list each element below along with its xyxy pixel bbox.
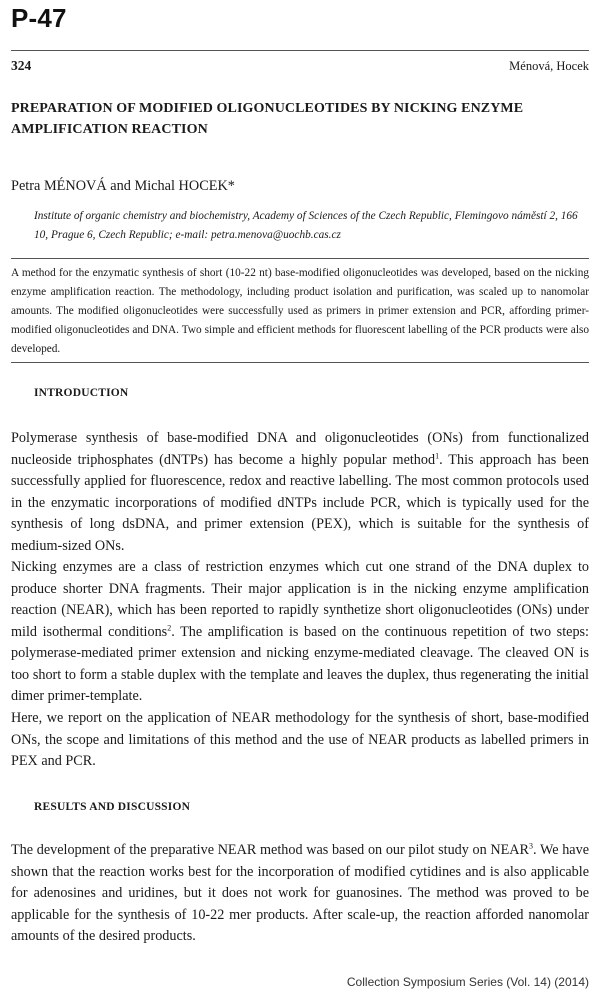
article-title: PREPARATION OF MODIFIED OLIGONUCLEOTIDES BY NICKING ENZYME AMPLIFICATION REACTION xyxy=(11,101,524,137)
author-list: Petra MÉNOVÁ and Michal HOCEK* xyxy=(11,178,235,194)
author-affiliation: Institute of organic chemistry and biochemistry, Academy of Sciences of the Czech Republic, Flemingovo náměstí 2, 166 10, Prague 6, Czech Republic; e-mail: petra.menova@uochb.cas.cz xyxy=(34,210,578,241)
introduction-paragraph-2 xyxy=(11,557,589,708)
paragraph-text: Nicking enzymes are a class of restriction enzymes which cut one strand of the DNA duplex to produce shorter DNA fragments. Their major application is in the nicking enzyme amplification reaction (NEAR), which has been reported to rapidly synthetize short oligonucleotides (ONs) under mild isothermal conditions xyxy=(11,559,589,640)
running-header-authors: Ménová, Hocek xyxy=(509,59,589,73)
results-heading: RESULTS AND DISCUSSION xyxy=(34,801,191,813)
abstract-top-divider xyxy=(11,258,589,259)
abstract-bottom-divider xyxy=(11,362,589,363)
paragraph-text: . We have shown that the reaction works best for the incorporation of modified cytidines and is also applicable for adenosines and uridines, but it does not work for guanosines. The method was proved to be applicable for the synthesis of 10-22 mer products. After scale-up, the reaction afforded nanomolar amounts of the desired products. xyxy=(11,842,589,944)
paragraph-text: . This approach has been successfully applied for fluorescence, redox and reactive labelling. The most common protocols used in the enzymatic incorporations of modified dNTPs include PCR, which is typically used for the synthesis of long dsDNA, and primer extension (PEX), which is suitable for the synthesis of medium-sized ONs. xyxy=(11,451,589,554)
citation-ref: 1 xyxy=(435,450,440,460)
introduction-paragraph-1 xyxy=(11,428,589,557)
introduction-paragraph-3: Here, we report on the application of NEAR methodology for the synthesis of short, base-modified ONs, the scope and limitations of this method and the use of NEAR products as labelled primers in PEX and PCR. xyxy=(11,710,589,769)
page-number: 324 xyxy=(11,58,32,73)
paragraph-text: . The amplification is based on the continuous repetition of two steps: polymerase-mediated primer extension and nicking enzyme-mediated cleavage. The cleaved ON is too short to form a stable duplex with the template and leaves the duplex, thus regenerating the initial dimer primer-template. xyxy=(11,623,590,704)
abstract: A method for the enzymatic synthesis of short (10-22 nt) base-modified oligonucleotides was developed, based on the nicking enzyme amplification reaction. The methodology, including product isolation and purification, was scaled up to nanomolar amounts. The modified oligonucleotides were successfully used as primers in primer extension and PCR, affording primer-modified oligonucleotides and DNA. Two simple and efficient methods for fluorescent labelling of the PCR products were also developed. xyxy=(11,267,589,355)
introduction-heading: INTRODUCTION xyxy=(34,387,129,399)
results-paragraph-1 xyxy=(11,840,589,948)
series-footer: Collection Symposium Series (Vol. 14) (2014) xyxy=(346,975,589,989)
header-divider xyxy=(11,50,589,51)
paragraph-text: The development of the preparative NEAR method was based on our pilot study on NEAR xyxy=(11,842,530,858)
citation-ref: 3 xyxy=(529,841,534,851)
paragraph-text: Polymerase synthesis of base-modified DNA and oligonucleotides (ONs) from functionalized nucleoside triphosphates (dNTPs) has become a highly popular method xyxy=(11,430,589,468)
citation-ref: 2 xyxy=(167,622,172,632)
poster-id: P-47 xyxy=(11,3,67,33)
